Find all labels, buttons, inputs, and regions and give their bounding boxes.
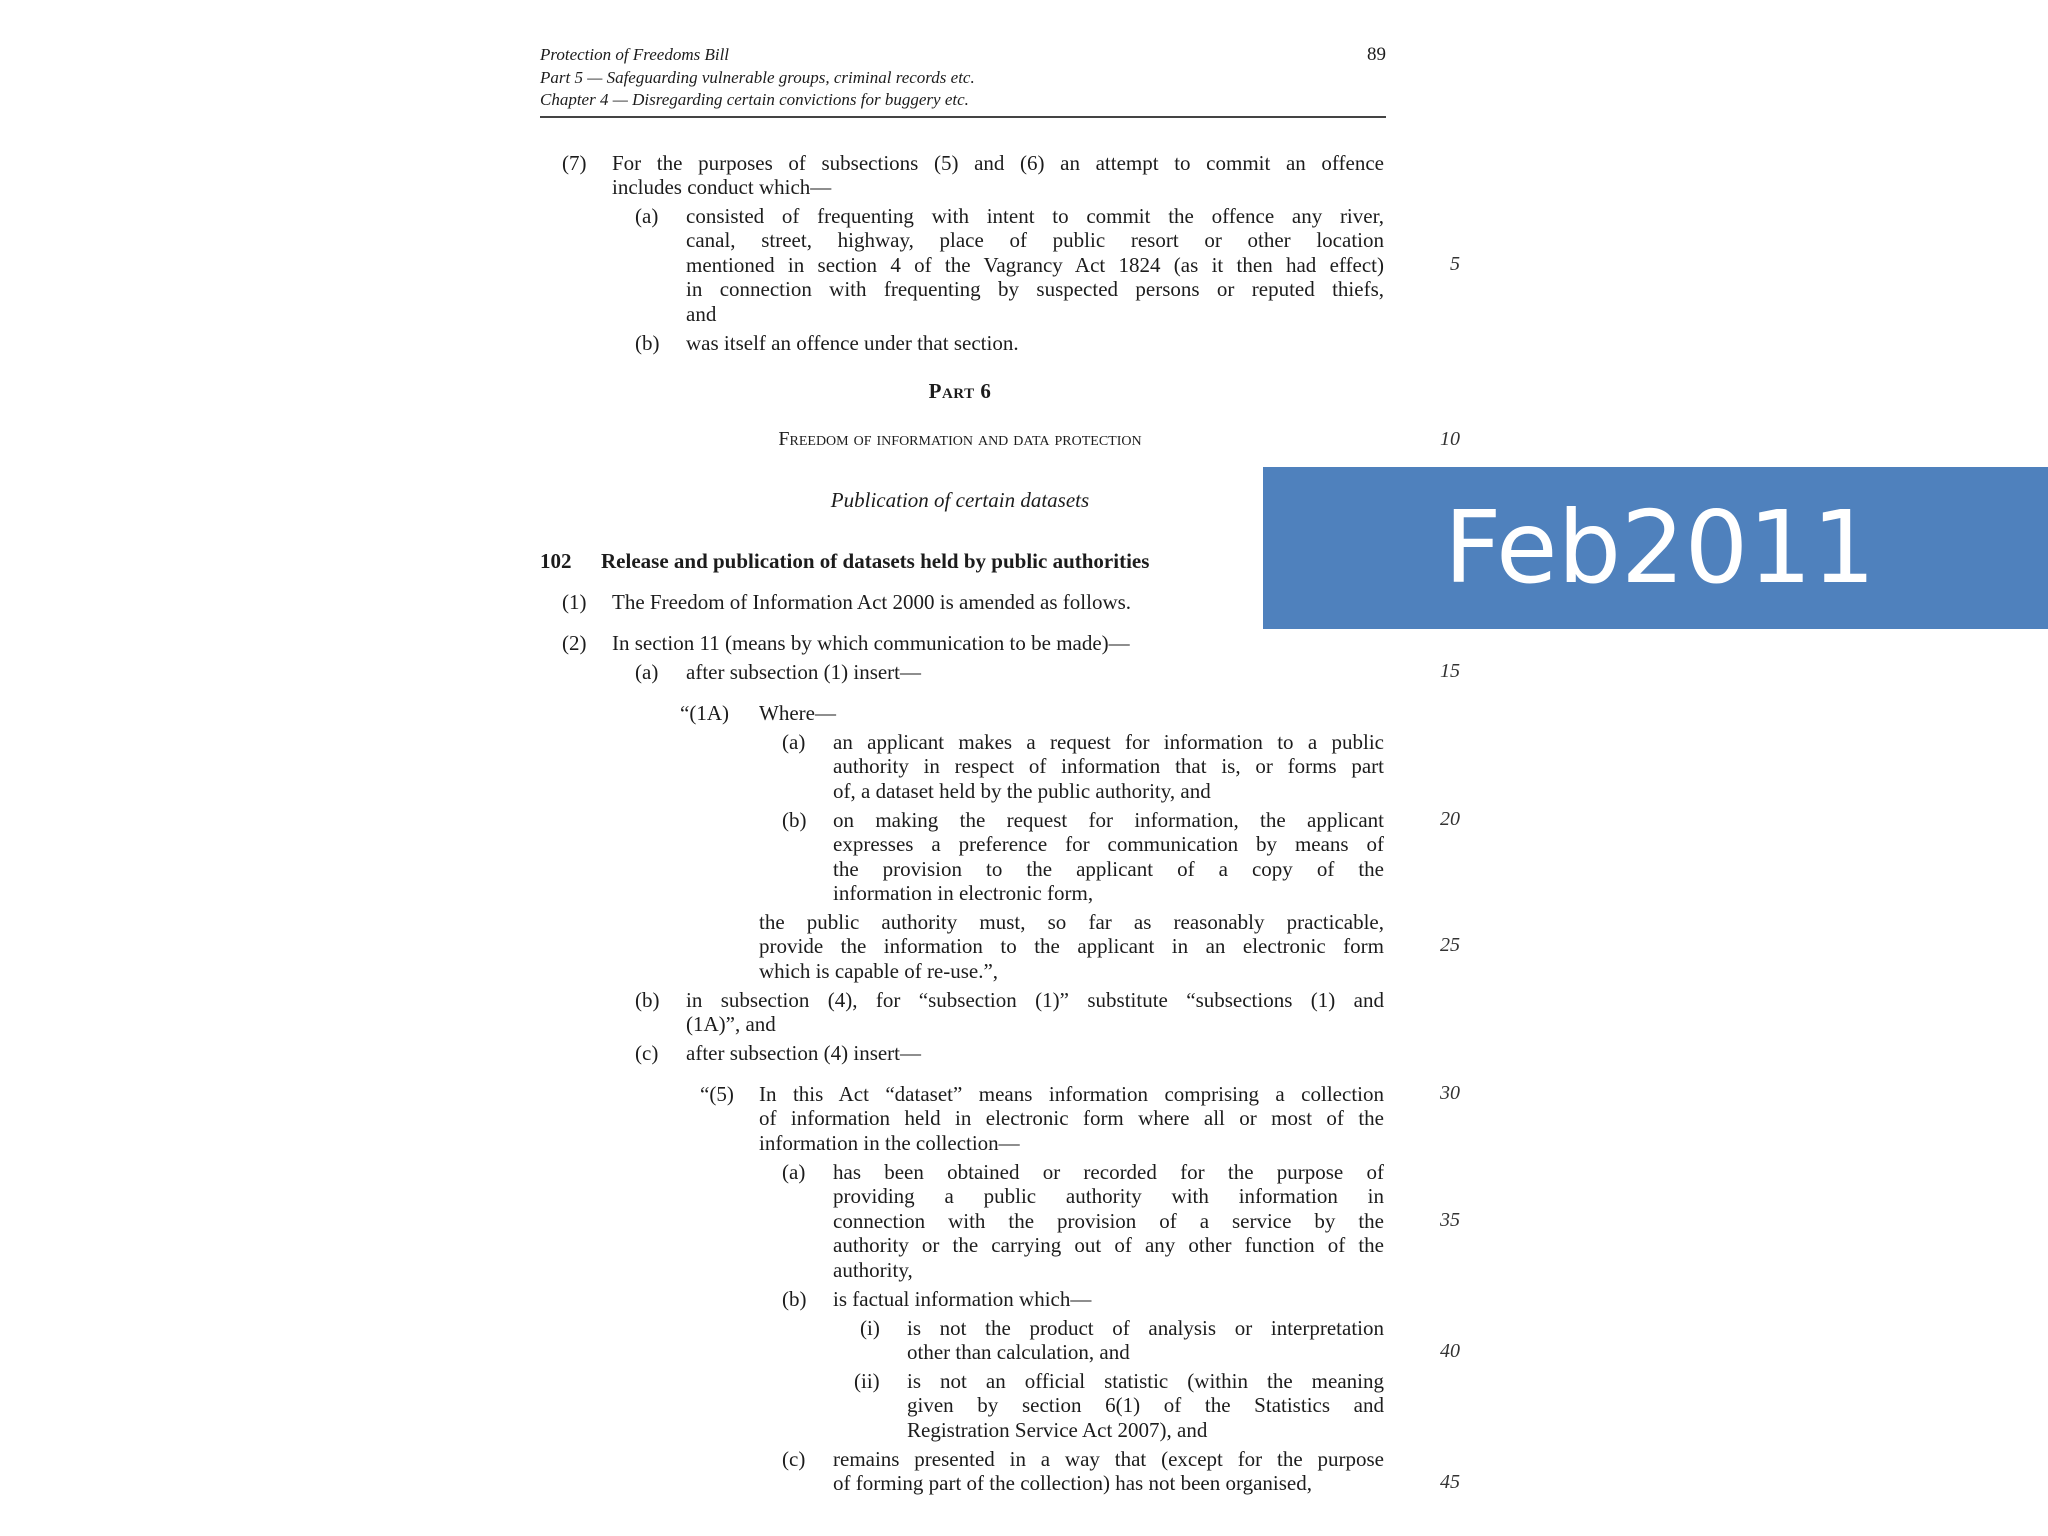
para-7b-line: was itself an offence under that section. [686, 331, 1019, 355]
insert-5-para-b-text: is factual information which— [833, 1287, 1092, 1311]
insert-5-para-a-line: providing a public authority with information in [833, 1184, 1384, 1208]
para-7b-label: (b) [635, 331, 660, 355]
line-number: 30 [1440, 1082, 1460, 1104]
insert-1a-para-a-label: (a) [782, 730, 806, 754]
header-part: Part 5 — Safeguarding vulnerable groups, criminal records etc. [540, 67, 975, 87]
insert-1a-para-b-line: the provision to the applicant of a copy of the [833, 857, 1384, 881]
insert-5-sub-ii-line: is not an official statistic (within the meaning [907, 1369, 1384, 1393]
header-chapter: Chapter 4 — Disregarding certain convictions for buggery etc. [540, 90, 969, 109]
subsection-1-number: (1) [562, 590, 587, 614]
line-number: 20 [1440, 808, 1460, 830]
line-number: 15 [1440, 660, 1460, 682]
part-subtitle: Freedom of information and data protection [778, 428, 1142, 450]
subsection-2-number: (2) [562, 631, 587, 655]
subsection-7-line: For the purposes of subsections (5) and (6) an attempt to commit an offence [612, 151, 1384, 175]
insert-1a-para-b-line: information in electronic form, [833, 881, 1094, 905]
insert-1a-text: Where— [759, 701, 836, 725]
insert-5-line: information in the collection— [759, 1131, 1020, 1155]
line-number: 5 [1450, 253, 1460, 275]
insert-1a-para-b-line: expresses a preference for communication by means of [833, 832, 1384, 856]
line-number: 40 [1440, 1340, 1460, 1362]
header-bill-title: Protection of Freedoms Bill [540, 45, 730, 64]
para-7a-line: in connection with frequenting by suspected persons or reputed thiefs, [686, 277, 1384, 301]
insert-1a-para-a-line: of, a dataset held by the public authority, and [833, 779, 1211, 803]
subsection-1-text: The Freedom of Information Act 2000 is amended as follows. [612, 590, 1132, 614]
line-number: 25 [1440, 934, 1460, 956]
running-header [540, 44, 1386, 118]
line-number: 10 [1440, 428, 1460, 450]
cross-heading: Publication of certain datasets [830, 488, 1090, 512]
para-2c-text: after subsection (4) insert— [686, 1041, 922, 1065]
para-7a-line: and [686, 302, 717, 326]
insert-5-sub-i-line: is not the product of analysis or interpretation [907, 1316, 1384, 1340]
insert-5-line: of information held in electronic form where all or most of the [759, 1106, 1384, 1130]
page-number: 89 [1367, 44, 1386, 65]
subsection-7-line: includes conduct which— [612, 175, 832, 199]
line-number: 35 [1440, 1209, 1460, 1231]
para-2b-line: (1A)”, and [686, 1012, 776, 1036]
part-title: Part 6 [928, 379, 992, 403]
para-7a-line: consisted of frequenting with intent to commit the offence any river, [686, 204, 1384, 228]
subsection-2-text: In section 11 (means by which communication to be made)— [612, 631, 1130, 655]
insert-1a-para-a-line: authority in respect of information that is, or forms part [833, 754, 1384, 778]
insert-1a-tail-line: provide the information to the applicant in an electronic form [759, 934, 1384, 958]
para-2b-line: in subsection (4), for “subsection (1)” substitute “subsections (1) and [686, 988, 1384, 1012]
insert-5-para-a-label: (a) [782, 1160, 806, 1184]
insert-5-sub-ii-line: given by section 6(1) of the Statistics and [907, 1393, 1384, 1417]
line-number: 45 [1440, 1471, 1460, 1493]
para-2b-label: (b) [635, 988, 660, 1012]
para-7a-line: canal, street, highway, place of public resort or other location [686, 228, 1384, 252]
insert-5-para-c-line: of forming part of the collection) has not been organised, [833, 1471, 1312, 1495]
insert-1a-para-a-line: an applicant makes a request for information to a public [833, 730, 1384, 754]
insert-5-para-a-line: connection with the provision of a service by the [833, 1209, 1384, 1233]
insert-5-para-c-line: remains presented in a way that (except for the purpose [833, 1447, 1384, 1471]
insert-5-sub-i-line: other than calculation, and [907, 1340, 1130, 1364]
para-7a-line: mentioned in section 4 of the Vagrancy Act 1824 (as it then had effect) [686, 253, 1384, 277]
insert-5-para-a-line: authority or the carrying out of any other function of the [833, 1233, 1384, 1257]
insert-5-line: In this Act “dataset” means information comprising a collection [759, 1082, 1384, 1106]
insert-5-para-a-line: authority, [833, 1258, 913, 1282]
para-2a-text: after subsection (1) insert— [686, 660, 922, 684]
para-7a-label: (a) [635, 204, 659, 228]
section-title: Release and publication of datasets held by public authorities [601, 549, 1150, 573]
insert-1a-tail-line: which is capable of re-use.”, [759, 959, 999, 983]
insert-1a-tail-line: the public authority must, so far as reasonably practicable, [759, 910, 1384, 934]
section-number: 102 [540, 549, 572, 573]
insert-5-sub-ii-label: (ii) [854, 1369, 880, 1393]
subsection-7-number: (7) [562, 151, 587, 175]
insert-5-para-b-label: (b) [782, 1287, 807, 1311]
insert-5-para-a-line: has been obtained or recorded for the purpose of [833, 1160, 1384, 1184]
insert-1a-para-b-line: on making the request for information, the applicant [833, 808, 1384, 832]
insert-5-sub-i-label: (i) [860, 1316, 880, 1340]
date-banner-text: Feb2011 [1444, 489, 1876, 606]
insert-1a-para-b-label: (b) [782, 808, 807, 832]
insert-5-para-c-label: (c) [782, 1447, 806, 1471]
para-2a-label: (a) [635, 660, 659, 684]
insert-5-sub-ii-line: Registration Service Act 2007), and [907, 1418, 1208, 1442]
insert-1a-label: “(1A) [680, 701, 729, 725]
insert-5-label: “(5) [700, 1082, 734, 1106]
para-2c-label: (c) [635, 1041, 659, 1065]
date-banner [1263, 467, 2048, 629]
